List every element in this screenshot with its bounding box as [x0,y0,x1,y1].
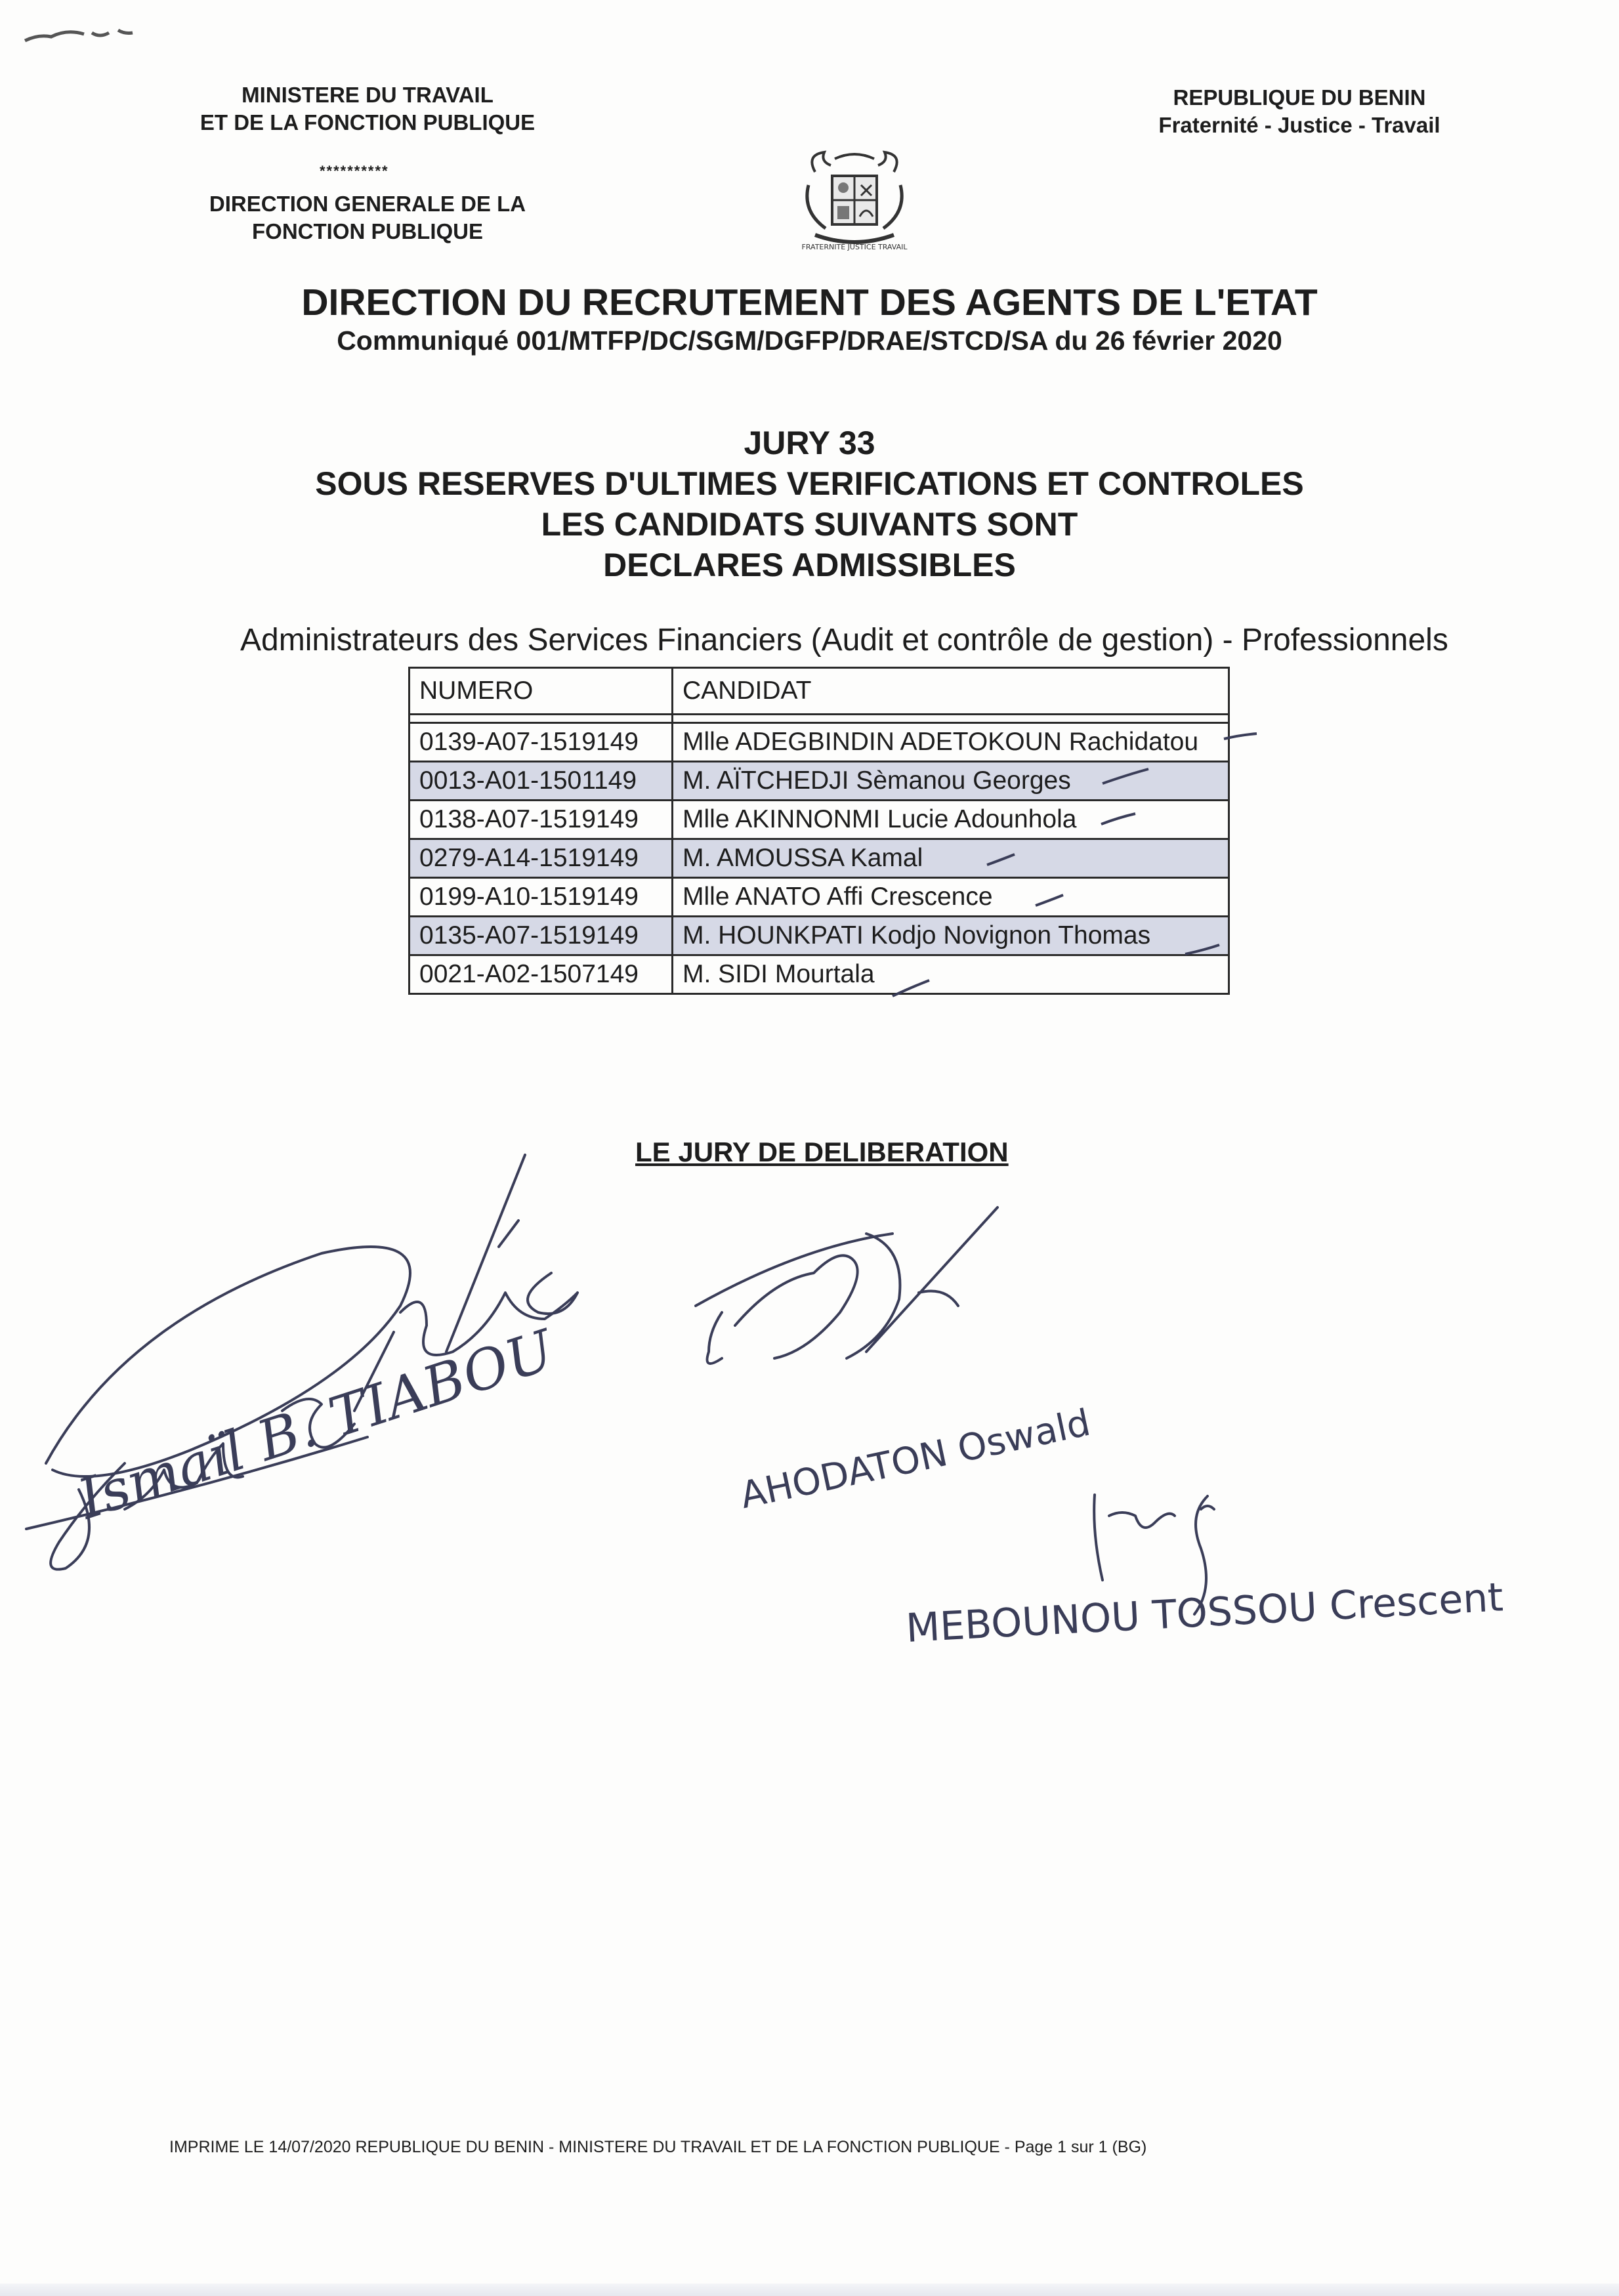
candidate-name: M. AÏTCHEDJI Sèmanou Georges [673,762,1229,801]
candidate-number: 0135-A07-1519149 [410,917,673,955]
candidate-name: Mlle AKINNONMI Lucie Adounhola [673,801,1229,839]
candidate-name: M. AMOUSSA Kamal [673,839,1229,878]
signature-3-text: MEBOUNOU TOSSOU Crescent [904,1574,1505,1652]
ministry-line-1: MINISTERE DU TRAVAIL [242,83,494,107]
candidate-name: Mlle ANATO Affi Crescence [673,878,1229,917]
candidate-name: Mlle ADEGBINDIN ADETOKOUN Rachidatou [673,723,1229,762]
jury-line-3: DECLARES ADMISSIBLES [603,547,1016,583]
candidate-name: M. HOUNKPATI Kodjo Novignon Thomas [673,917,1229,955]
coat-of-arms-motto: FRATERNITÉ JUSTICE TRAVAIL [801,243,908,251]
ministry-line-2: ET DE LA FONCTION PUBLIQUE [200,110,536,135]
scan-edge [0,2284,1619,2296]
separator-stars: ********** [320,163,389,179]
jury-deliberation-label: LE JURY DE DELIBERATION [635,1137,1009,1167]
signature-2-text: AHODATON Oswald [736,1401,1095,1518]
jury-number: JURY 33 [744,425,875,461]
column-header-candidat: CANDIDAT [673,668,1229,715]
page-title: DIRECTION DU RECRUTEMENT DES AGENTS DE L'ETAT [301,282,1318,324]
communique-reference: Communiqué 001/MTFP/DC/SGM/DGFP/DRAE/STCD/SA du 26 février 2020 [337,325,1282,356]
candidate-number: 0199-A10-1519149 [410,878,673,917]
signature-2 [696,1207,998,1364]
direction-line-1: DIRECTION GENERALE DE LA [209,192,526,216]
signature-1-text: Ismaïl B. TIABOU [70,1317,562,1532]
country-motto: Fraternité - Justice - Travail [1158,113,1440,137]
column-header-numero: NUMERO [410,668,673,715]
candidate-number: 0013-A01-1501149 [410,762,673,801]
candidate-number: 0021-A02-1507149 [410,955,673,994]
jury-line-2: LES CANDIDATS SUIVANTS SONT [541,506,1078,543]
candidate-name: M. SIDI Mourtala [673,955,1229,994]
country-name: REPUBLIQUE DU BENIN [1173,85,1426,110]
candidate-number: 0279-A14-1519149 [410,839,673,878]
candidate-number: 0138-A07-1519149 [410,801,673,839]
direction-line-2: FONCTION PUBLIQUE [252,219,483,243]
jury-line-1: SOUS RESERVES D'ULTIMES VERIFICATIONS ET CONTROLES [315,465,1304,502]
category-label: Administrateurs des Services Financiers (Audit et contrôle de gestion) - Professionnels [240,623,1448,657]
candidate-number: 0139-A07-1519149 [410,723,673,762]
print-footer: IMPRIME LE 14/07/2020 REPUBLIQUE DU BENIN - MINISTERE DU TRAVAIL ET DE LA FONCTION PUBLIQUE - Page 1 sur 1 (BG) [169,2138,1147,2156]
